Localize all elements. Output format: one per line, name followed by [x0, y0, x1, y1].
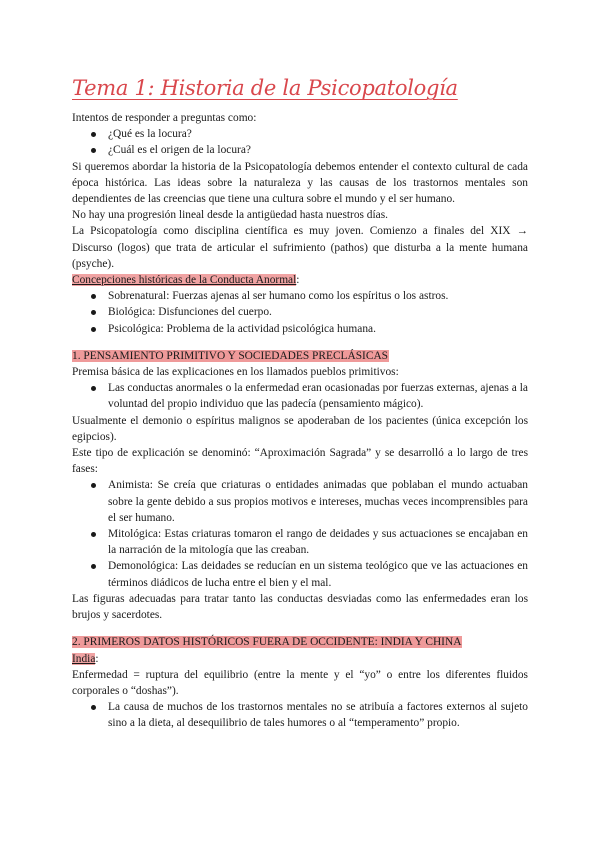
section-1-heading-text: 1. PENSAMIENTO PRIMITIVO Y SOCIEDADES PRECLÁSICAS [72, 349, 389, 362]
conceptions-heading-colon: : [296, 274, 300, 287]
list-item: ¿Cuál es el origen de la locura? [72, 142, 528, 158]
india-subheading-text: India [72, 652, 96, 665]
section-1-heading [72, 348, 528, 364]
section-1-paragraph: Premisa básica de las explicaciones en los llamados pueblos primitivos: [72, 366, 399, 379]
section-2-paragraph: Enfermedad = ruptura del equilibrio (entre la mente y el “yo” o entre los diferentes fluidos corporales o “doshas”). [72, 668, 528, 697]
conceptions-list [72, 288, 528, 337]
conceptions-heading-text: Concepciones históricas de la Conducta Anormal [72, 274, 297, 287]
intro-lead: Intentos de responder a preguntas como: [72, 112, 257, 124]
section-1-paragraph: Este tipo de explicación se denominó: “Aproximación Sagrada” y se desarrolló a lo largo de tres fases: [72, 447, 528, 476]
list-item: Sobrenatural: Fuerzas ajenas al ser humano como los espíritus o los astros. [72, 288, 528, 304]
document-body [72, 110, 528, 732]
conceptions-heading [72, 272, 528, 288]
phases-list [72, 477, 528, 590]
section-1-list [72, 380, 528, 412]
india-subheading-colon: : [95, 652, 99, 665]
questions-list [72, 126, 528, 158]
list-item: Biológica: Disfunciones del cuerpo. [72, 304, 528, 320]
list-item: ¿Qué es la locura? [72, 126, 528, 142]
list-item: Las conductas anormales o la enfermedad eran ocasionadas por fuerzas externas, ajenas a la voluntad del propio individuo que las padecía (pensamiento mágico). [72, 380, 528, 412]
section-2-heading-text: 2. PRIMEROS DATOS HISTÓRICOS FUERA DE OCCIDENTE: INDIA Y CHINA [72, 636, 462, 649]
section-2-list [72, 699, 528, 731]
intro-paragraph: Si queremos abordar la historia de la Psicopatología debemos entender el contexto cultural de cada época histórica. Las ideas sobre la naturaleza y las causas de los trastornos mentales son dependientes de las creencias que tiene una cultura sobre el mundo y el ser humano. [72, 160, 528, 206]
page-title: Tema 1: Historia de la Psicopatología [72, 76, 458, 100]
intro-paragraph: La Psicopatología como disciplina científica es muy joven. Comienzo a finales del XIX → Discurso (logos) que trata de articular el sufrimiento (pathos) que disturba a la mente humana (psyche). [72, 225, 528, 270]
india-subheading [72, 651, 528, 667]
section-1-paragraph: Usualmente el demonio o espíritus malignos se apoderaban de los pacientes (única excepción los egipcios). [72, 414, 528, 443]
list-item: Psicológica: Problema de la actividad psicológica humana. [72, 321, 528, 337]
list-item: La causa de muchos de los trastornos mentales no se atribuía a factores externos al sujeto sino a la dieta, al desequilibrio de tales humores o al “temperamento” propio. [72, 699, 528, 731]
list-item: Mitológica: Estas criaturas tomaron el rango de deidades y sus actuaciones se encajaban en la narración de la mitología que las creaban. [72, 526, 528, 558]
section-1-paragraph: Las figuras adecuadas para tratar tanto las conductas desviadas como las enfermedades eran los brujos y sacerdotes. [72, 592, 528, 622]
list-item: Demonológica: Las deidades se reducían en un sistema teológico que ve las actuaciones en términos diádicos de lucha entre el bien y el mal. [72, 558, 528, 590]
section-2-heading [72, 634, 528, 650]
list-item: Animista: Se creía que criaturas o entidades animadas que poblaban el mundo actuaban sobre la gente debido a sus propios motivos e intereses, muchas veces incomprensibles para el ser humano. [72, 477, 528, 526]
intro-paragraph: No hay una progresión lineal desde la antigüedad hasta nuestros días. [72, 209, 389, 222]
